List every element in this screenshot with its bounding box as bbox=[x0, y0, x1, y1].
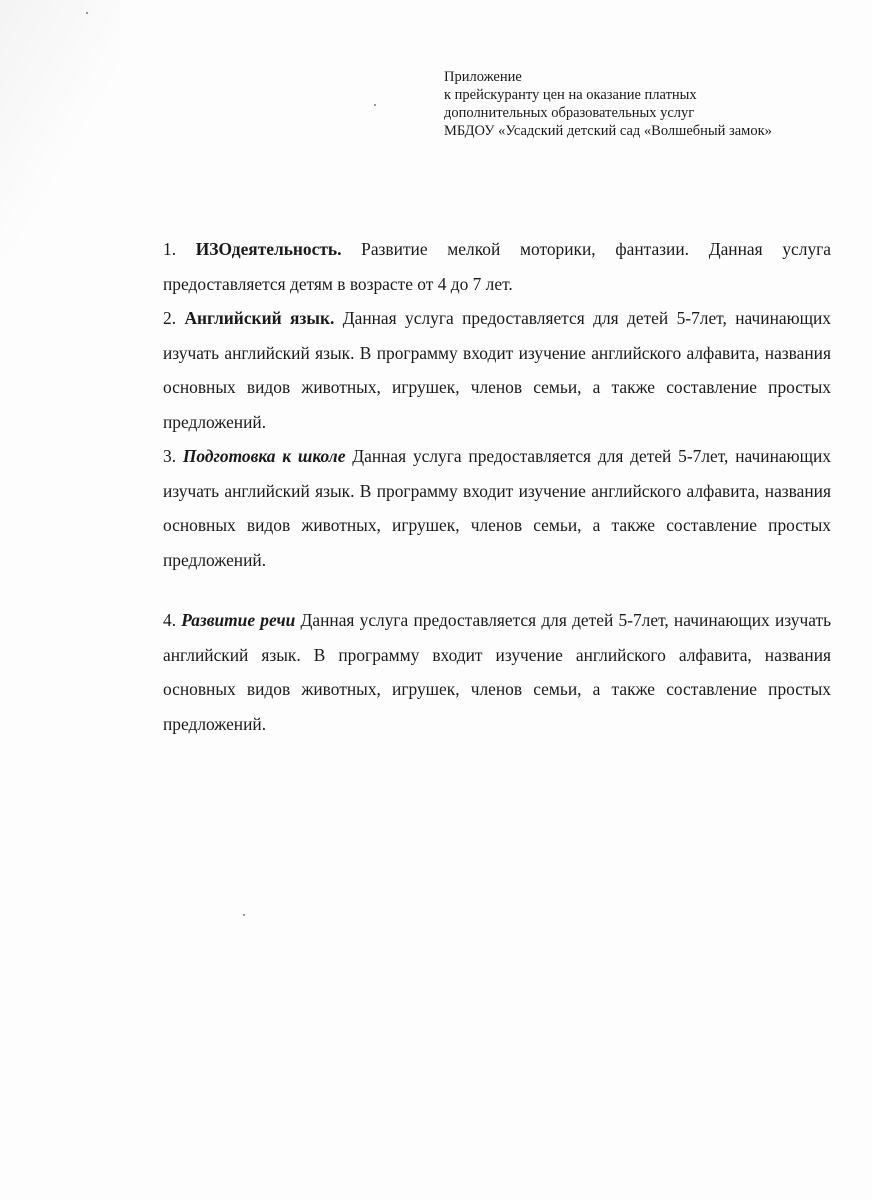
services-list bbox=[163, 232, 831, 741]
service-title: Подготовка к школе bbox=[182, 446, 346, 466]
service-number: 1. bbox=[163, 239, 196, 259]
service-number: 3. bbox=[163, 446, 183, 466]
service-number: 2. bbox=[163, 308, 185, 328]
appendix-header bbox=[444, 68, 864, 140]
appendix-line: к прейскуранту цен на оказание платных bbox=[444, 87, 697, 103]
appendix-line: МБДОУ «Усадский детский сад «Волшебный замок» bbox=[444, 123, 772, 139]
service-number: 4. bbox=[163, 610, 182, 630]
service-item-speech bbox=[163, 603, 831, 741]
service-title: Английский язык. bbox=[184, 308, 335, 328]
appendix-line: дополнительных образовательных услуг bbox=[444, 105, 695, 121]
service-item-english bbox=[163, 301, 831, 439]
service-description: Развитие мелкой моторики, фантазии. Данная услуга предоставляется детям в возрасте от 4 до 7 лет. bbox=[163, 239, 831, 294]
scan-speck bbox=[243, 914, 245, 916]
scan-speck bbox=[374, 104, 376, 106]
service-item-art bbox=[163, 232, 831, 301]
service-description: Данная услуга предоставляется для детей 5-7лет, начинающих изучать английский язык. В программу входит изучение английского алфавита, названия основных видов животных, игрушек, членов семьи, а также составление простых предложений. bbox=[163, 308, 832, 432]
scan-speck bbox=[86, 12, 88, 14]
service-description: Данная услуга предоставляется для детей 5-7лет, начинающих изучать английский язык. В программу входит изучение английского алфавита, названия основных видов животных, игрушек, членов семьи, а также составление простых предложений. bbox=[163, 610, 831, 734]
scan-shadow bbox=[0, 0, 120, 260]
service-item-school-prep bbox=[163, 439, 831, 577]
service-title: ИЗОдеятельность. bbox=[195, 239, 342, 259]
service-title: Развитие речи bbox=[181, 610, 296, 630]
service-description: Данная услуга предоставляется для детей 5-7лет, начинающих изучать английский язык. В программу входит изучение английского алфавита, названия основных видов животных, игрушек, членов семьи, а также составление простых предложений. bbox=[163, 446, 831, 570]
appendix-line: Приложение bbox=[444, 69, 522, 85]
